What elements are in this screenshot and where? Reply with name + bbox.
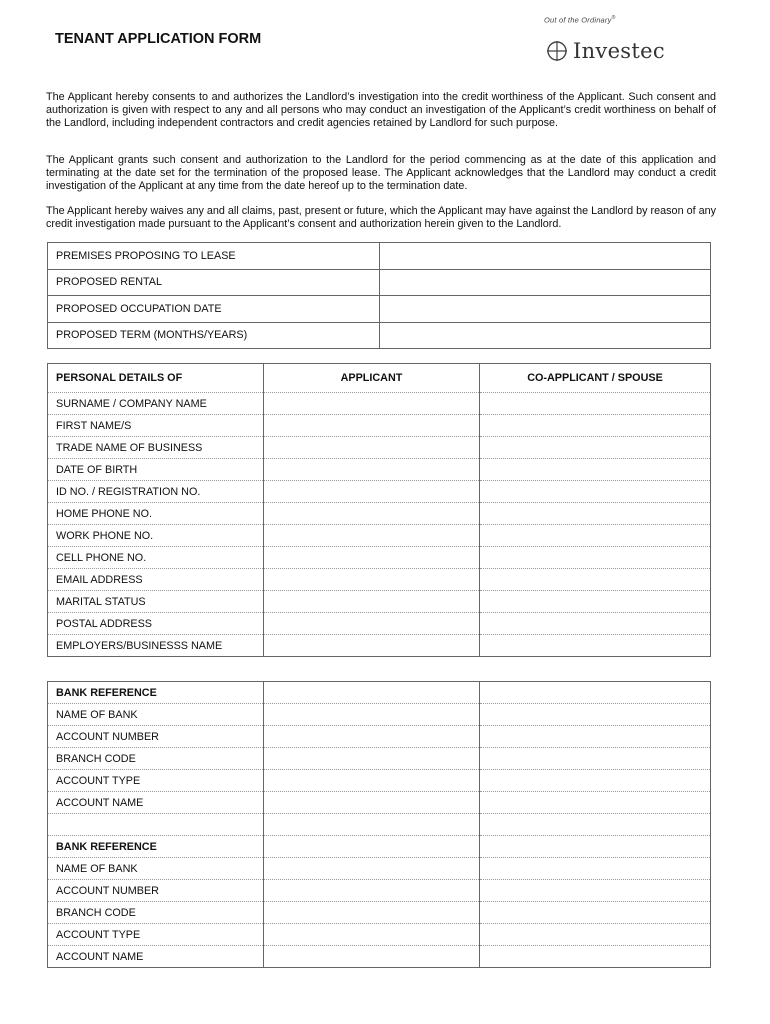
co-applicant-bank-reference-2-field[interactable] bbox=[480, 836, 711, 858]
table-row bbox=[48, 770, 711, 792]
applicant-id-number-field[interactable] bbox=[264, 481, 480, 503]
applicant-bank-reference-2-field[interactable] bbox=[264, 836, 480, 858]
account-type-label: ACCOUNT TYPE bbox=[48, 770, 264, 792]
investec-logo bbox=[546, 35, 686, 67]
account-name-2-label: ACCOUNT NAME bbox=[48, 946, 264, 968]
account-name-label: ACCOUNT NAME bbox=[48, 792, 264, 814]
bank-reference-header-2: BANK REFERENCE bbox=[48, 836, 264, 858]
table-row bbox=[48, 704, 711, 726]
account-type-2-label: ACCOUNT TYPE bbox=[48, 924, 264, 946]
account-number-2-label: ACCOUNT NUMBER bbox=[48, 880, 264, 902]
postal-address-label: POSTAL ADDRESS bbox=[48, 613, 264, 635]
applicant-home-phone-field[interactable] bbox=[264, 503, 480, 525]
table-row bbox=[48, 591, 711, 613]
table-row bbox=[48, 415, 711, 437]
table-row bbox=[48, 814, 711, 836]
table-row bbox=[48, 902, 711, 924]
applicant-work-phone-field[interactable] bbox=[264, 525, 480, 547]
home-phone-label: HOME PHONE NO. bbox=[48, 503, 264, 525]
co-applicant-bank-name-field[interactable] bbox=[480, 704, 711, 726]
cell-phone-label: CELL PHONE NO. bbox=[48, 547, 264, 569]
co-applicant-surname-field[interactable] bbox=[480, 393, 711, 415]
premises-label: PREMISES PROPOSING TO LEASE bbox=[48, 243, 380, 270]
lease-details-table bbox=[47, 242, 711, 349]
bank-name-2-label: NAME OF BANK bbox=[48, 858, 264, 880]
applicant-employer-name-field[interactable] bbox=[264, 635, 480, 657]
rental-field[interactable] bbox=[380, 269, 711, 296]
table-row bbox=[48, 525, 711, 547]
surname-label: SURNAME / COMPANY NAME bbox=[48, 393, 264, 415]
co-applicant-home-phone-field[interactable] bbox=[480, 503, 711, 525]
co-applicant-account-number-field[interactable] bbox=[480, 726, 711, 748]
co-applicant-id-number-field[interactable] bbox=[480, 481, 711, 503]
employer-name-label: EMPLOYERS/BUSINESSS NAME bbox=[48, 635, 264, 657]
table-row bbox=[48, 748, 711, 770]
co-applicant-email-field[interactable] bbox=[480, 569, 711, 591]
table-row bbox=[48, 459, 711, 481]
id-number-label: ID NO. / REGISTRATION NO. bbox=[48, 481, 264, 503]
branch-code-2-label: BRANCH CODE bbox=[48, 902, 264, 924]
applicant-account-type-2-field[interactable] bbox=[264, 924, 480, 946]
co-applicant-header: CO-APPLICANT / SPOUSE bbox=[480, 364, 711, 393]
applicant-email-field[interactable] bbox=[264, 569, 480, 591]
account-number-label: ACCOUNT NUMBER bbox=[48, 726, 264, 748]
table-row bbox=[48, 924, 711, 946]
tagline-text: Out of the Ordinary bbox=[544, 15, 612, 25]
marital-status-label: MARITAL STATUS bbox=[48, 591, 264, 613]
term-label: PROPOSED TERM (MONTHS/YEARS) bbox=[48, 322, 380, 349]
tagline bbox=[544, 15, 615, 25]
bank-reference-table bbox=[47, 681, 711, 968]
table-row bbox=[48, 243, 711, 270]
table-row bbox=[48, 393, 711, 415]
co-applicant-work-phone-field[interactable] bbox=[480, 525, 711, 547]
spacer-cell bbox=[48, 814, 264, 836]
table-row bbox=[48, 269, 711, 296]
work-phone-label: WORK PHONE NO. bbox=[48, 525, 264, 547]
table-row bbox=[48, 858, 711, 880]
rental-label: PROPOSED RENTAL bbox=[48, 269, 380, 296]
personal-details-table bbox=[47, 363, 711, 657]
co-applicant-bank-reference-field[interactable] bbox=[480, 682, 711, 704]
registered-mark: ® bbox=[611, 15, 616, 21]
co-applicant-account-type-2-field[interactable] bbox=[480, 924, 711, 946]
applicant-bank-name-2-field[interactable] bbox=[264, 858, 480, 880]
applicant-first-names-field[interactable] bbox=[264, 415, 480, 437]
applicant-bank-reference-field[interactable] bbox=[264, 682, 480, 704]
applicant-branch-code-2-field[interactable] bbox=[264, 902, 480, 924]
applicant-account-type-field[interactable] bbox=[264, 770, 480, 792]
applicant-account-number-2-field[interactable] bbox=[264, 880, 480, 902]
table-row bbox=[48, 682, 711, 704]
co-applicant-account-name-field[interactable] bbox=[480, 792, 711, 814]
zebra-logo-icon bbox=[546, 40, 568, 62]
spacer-cell bbox=[264, 814, 480, 836]
form-title: TENANT APPLICATION FORM bbox=[55, 31, 262, 47]
co-applicant-cell-phone-field[interactable] bbox=[480, 547, 711, 569]
branch-code-label: BRANCH CODE bbox=[48, 748, 264, 770]
applicant-account-name-field[interactable] bbox=[264, 792, 480, 814]
table-row bbox=[48, 481, 711, 503]
table-row bbox=[48, 547, 711, 569]
waiver-paragraph: The Applicant hereby waives any and all claims, past, present or future, which the Applicant may have against the Landlord by reason of any credit investigation made pursuant to the Applicant’s consent and authorization herein given to the Landlord. bbox=[46, 205, 716, 230]
term-field[interactable] bbox=[380, 322, 711, 349]
applicant-trade-name-field[interactable] bbox=[264, 437, 480, 459]
applicant-account-name-2-field[interactable] bbox=[264, 946, 480, 968]
table-row bbox=[48, 503, 711, 525]
applicant-bank-name-field[interactable] bbox=[264, 704, 480, 726]
spacer-cell bbox=[480, 814, 711, 836]
table-row bbox=[48, 296, 711, 323]
table-row bbox=[48, 613, 711, 635]
table-row bbox=[48, 880, 711, 902]
co-applicant-postal-address-field[interactable] bbox=[480, 613, 711, 635]
table-row bbox=[48, 792, 711, 814]
applicant-date-of-birth-field[interactable] bbox=[264, 459, 480, 481]
first-names-label: FIRST NAME/S bbox=[48, 415, 264, 437]
table-row bbox=[48, 836, 711, 858]
table-row bbox=[48, 437, 711, 459]
occupation-date-field[interactable] bbox=[380, 296, 711, 323]
occupation-date-label: PROPOSED OCCUPATION DATE bbox=[48, 296, 380, 323]
co-applicant-employer-name-field[interactable] bbox=[480, 635, 711, 657]
date-of-birth-label: DATE OF BIRTH bbox=[48, 459, 264, 481]
co-applicant-first-names-field[interactable] bbox=[480, 415, 711, 437]
co-applicant-account-number-2-field[interactable] bbox=[480, 880, 711, 902]
co-applicant-account-type-field[interactable] bbox=[480, 770, 711, 792]
applicant-surname-field[interactable] bbox=[264, 393, 480, 415]
authorization-period-paragraph: The Applicant grants such consent and authorization to the Landlord for the period commencing as at the date of this application and terminating at the date set for the termination of the proposed lease. The Applicant acknowledges that the Landlord may conduct a credit investigation of the Applicant at any time from the date hereof up to the termination date. bbox=[46, 154, 716, 192]
applicant-account-number-field[interactable] bbox=[264, 726, 480, 748]
co-applicant-account-name-2-field[interactable] bbox=[480, 946, 711, 968]
table-row bbox=[48, 322, 711, 349]
applicant-branch-code-field[interactable] bbox=[264, 748, 480, 770]
consent-paragraph: The Applicant hereby consents to and authorizes the Landlord’s investigation into the credit worthiness of the Applicant. Such consent and authorization is given with respect to any and all persons who may conduct an investigation of the Applicant’s credit worthiness on behalf of the Landlord, including independent contractors and credit agencies retained by Landlord for such purpose. bbox=[46, 91, 716, 129]
applicant-postal-address-field[interactable] bbox=[264, 613, 480, 635]
co-applicant-marital-status-field[interactable] bbox=[480, 591, 711, 613]
bank-name-label: NAME OF BANK bbox=[48, 704, 264, 726]
email-label: EMAIL ADDRESS bbox=[48, 569, 264, 591]
table-header-row bbox=[48, 364, 711, 393]
co-applicant-branch-code-field[interactable] bbox=[480, 748, 711, 770]
logo-text: Investec bbox=[573, 39, 665, 63]
applicant-header: APPLICANT bbox=[264, 364, 480, 393]
table-row bbox=[48, 635, 711, 657]
table-row bbox=[48, 569, 711, 591]
co-applicant-bank-name-2-field[interactable] bbox=[480, 858, 711, 880]
premises-field[interactable] bbox=[380, 243, 711, 270]
co-applicant-trade-name-field[interactable] bbox=[480, 437, 711, 459]
table-row bbox=[48, 726, 711, 748]
applicant-marital-status-field[interactable] bbox=[264, 591, 480, 613]
trade-name-label: TRADE NAME OF BUSINESS bbox=[48, 437, 264, 459]
co-applicant-date-of-birth-field[interactable] bbox=[480, 459, 711, 481]
table-row bbox=[48, 946, 711, 968]
co-applicant-branch-code-2-field[interactable] bbox=[480, 902, 711, 924]
personal-details-header: PERSONAL DETAILS OF bbox=[48, 364, 264, 393]
bank-reference-header: BANK REFERENCE bbox=[48, 682, 264, 704]
applicant-cell-phone-field[interactable] bbox=[264, 547, 480, 569]
